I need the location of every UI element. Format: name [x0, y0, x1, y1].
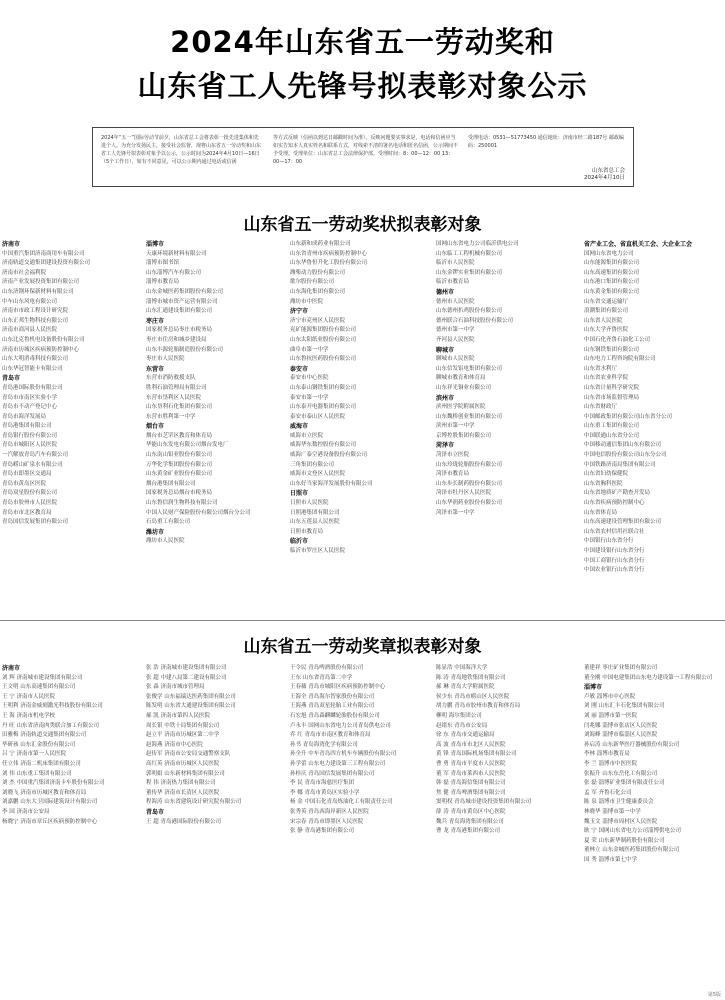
- medal-region-heading: 济南市: [2, 665, 21, 672]
- award-entry: 青岛港国际股份有限公司: [2, 384, 63, 391]
- award-entry: 中国人民财产保险股份有限公司烟台分公司: [146, 509, 251, 516]
- medal-entry: 石宏旭 青岛森麒麟轮胎股份有限公司: [290, 712, 380, 719]
- award-region-heading: 德州市: [436, 288, 455, 296]
- award-entry: 泰安市第一中学: [290, 394, 329, 401]
- medal-entry: 刘晓飞 济南市历城区教育和体育局: [2, 789, 87, 796]
- medal-entry: 赵海燕 济南市中心医院: [146, 741, 203, 748]
- award-entry: 京博控股集团有限公司: [436, 432, 492, 439]
- medal-entry: 高 波 青岛市市北区人民医院: [436, 741, 506, 748]
- medal-entry: 赵立平 济南市历城区第二中学: [146, 732, 220, 739]
- medal-entry: 卢永丰 国网山东省电力公司青岛供电公司: [290, 722, 391, 729]
- notice-box: [92, 127, 634, 187]
- award-entry: 日照港集团有限公司: [290, 509, 340, 516]
- award-entry: 山东省水利厅: [584, 365, 618, 372]
- medal-entry: 曹 龙 青岛港集团有限公司: [436, 828, 500, 835]
- medal-column: [436, 664, 580, 837]
- medal-entry: 孙启涛 山东新华医疗器械股份有限公司: [584, 741, 680, 748]
- medal-entry: 孙书 青岛海湾化学有限公司: [290, 741, 358, 748]
- medal-entry: 乔 红 青岛市市南区教育和体育局: [290, 732, 371, 739]
- medal-entry: 赵绪东 青岛市公安局: [436, 722, 488, 729]
- medal-entry: 李 娜 青岛市黄岛区实验小学: [290, 789, 360, 796]
- award-entry: 青岛市胶州市人民医院: [2, 500, 58, 507]
- medal-entry: 郝 琳 青岛大学附属医院: [436, 684, 495, 691]
- award-entry: 山东高速集团有限公司: [584, 269, 640, 276]
- award-entry: 淄博市教育局: [146, 279, 180, 286]
- award-entry: 青岛崂山矿泉水有限公司: [2, 461, 63, 468]
- section-title-awards: 山东省五一劳动奖状拟表彰对象: [243, 215, 482, 235]
- award-entry: 滨州市第一中学: [436, 423, 475, 430]
- award-entry: 山东省人民医院: [584, 317, 623, 324]
- award-entry: 山东大学齐鲁医院: [584, 327, 629, 334]
- award-entry: 青岛市市南区实验小学: [2, 394, 58, 401]
- award-entry: 山东省农业科学院: [584, 375, 629, 382]
- award-entry: 中国铁路济南局集团有限公司: [584, 461, 656, 468]
- medal-entry: 王海全 青岛海尔智家股份有限公司: [290, 693, 375, 700]
- award-entry: 山东省农村信用社联合社: [584, 528, 645, 535]
- award-entry: 东营市垦利区人民医院: [146, 394, 202, 401]
- award-entry: 山东港口集团有限公司: [584, 279, 640, 286]
- award-entry: 山东省市场监督管理局: [584, 394, 640, 401]
- award-entry: 山东汇通建设集团有限公司: [146, 308, 213, 315]
- award-region-heading: 省产业工会、省直机关工会、大企业工会: [584, 241, 693, 248]
- medal-entry: 董 军 青岛市莱西市人民医院: [436, 770, 506, 777]
- award-entry: 淄博市城市资产运营有限公司: [146, 298, 218, 305]
- medal-entry: 窦明权 青岛城市建设投资集团有限公司: [436, 799, 532, 806]
- medal-entry: 董建祥 枣庄矿业集团有限公司: [584, 665, 658, 671]
- award-entry: 东营市消防救援支队: [146, 375, 196, 382]
- award-entry: 潍柴动力股份有限公司: [290, 269, 346, 276]
- medal-entry: 王春薇 青岛市城阳区疾病预防控制中心: [290, 684, 386, 691]
- award-entry: 临沂市教育局: [436, 279, 470, 286]
- award-entry: 临沂市罗庄区人民医院: [290, 548, 346, 554]
- award-entry: 青岛市黄岛区医院: [2, 480, 47, 487]
- award-entry: 山东黄金矿业股份有限公司: [146, 471, 213, 478]
- medal-entry: 陈 涛 青岛地铁集团有限公司: [436, 674, 506, 681]
- award-entry: 菏泽市立医院: [436, 452, 470, 459]
- award-entry: 山东泰山钢铁集团有限公司: [290, 384, 357, 391]
- medal-region-heading: 淄博市: [584, 684, 603, 692]
- medal-entry: 闫兆娜 淄博市张店区人民医院: [584, 722, 658, 729]
- medal-entry: 刘 杰 中国重汽集团济南卡车股份有限公司: [2, 780, 105, 787]
- medal-entry: 林晓华 淄博市第一中学: [584, 808, 641, 815]
- medals-list: [0, 664, 725, 1000]
- award-entry: 山东玲珑轮胎股份有限公司: [436, 461, 503, 468]
- award-entry: 德州市人民医院: [436, 298, 475, 305]
- award-entry: 济南市市政工程设计研究院: [2, 308, 69, 315]
- section-title-medals: 山东省五一劳动奖章拟表彰对象: [243, 637, 482, 657]
- award-entry: 中国邮政集团有限公司山东省分公司: [584, 413, 673, 420]
- medal-entry: 王东 山东省青岛第二中学: [290, 674, 353, 681]
- award-entry: 山东省青州市疾病预防控制中心: [290, 250, 368, 257]
- medal-entry: 董林立 山东金城医药集团股份有限公司: [584, 847, 680, 854]
- award-entry: 中国建设银行山东省分行: [584, 548, 645, 554]
- award-entry: 滨州医学院附属医院: [436, 404, 486, 411]
- award-entry: 山东鲁信润生物科技有限公司: [146, 500, 218, 507]
- award-entry: 泰安市中心医院: [290, 375, 329, 382]
- medal-entry: 刘 丽 淄博市第一医院: [584, 712, 637, 719]
- award-region-heading: 日照市: [290, 490, 309, 498]
- award-entry: 浪潮集团有限公司: [584, 308, 629, 315]
- award-entry: 威海华东数控股份有限公司: [290, 442, 357, 449]
- award-entry: 国家税务总局枣庄市税务局: [146, 327, 213, 334]
- award-entry: 山东大明消毒科技有限公司: [2, 356, 69, 363]
- medal-entry: 焦 健 青岛啤酒集团有限公司: [436, 789, 506, 796]
- medal-entry: 李林 淄博市教育局: [584, 751, 630, 758]
- medal-entry: 王海燕 青岛双星轮胎工业有限公司: [290, 703, 375, 710]
- medal-entry: 王 海 济南市机电学校: [2, 712, 55, 719]
- medal-entry: 国 秀 淄博市第七中学: [584, 856, 637, 863]
- award-entry: 国家税务总局烟台市税务局: [146, 490, 213, 497]
- award-entry: 中国工商银行山东省分行: [584, 557, 645, 564]
- medal-entry: 黄 锋 青岛国际机场集团有限公司: [436, 751, 517, 758]
- award-region-heading: 烟台市: [146, 423, 165, 431]
- award-entry: 威海广泰空港设备股份有限公司: [290, 452, 368, 459]
- award-region-heading: 淄博市: [146, 241, 165, 248]
- award-entry: 天康环境新材料有限公司: [146, 250, 207, 257]
- medal-region-heading: 青岛市: [146, 808, 165, 816]
- medal-entry: 刘嘉鹏 山东大卫国际建筑设计有限公司: [2, 799, 98, 806]
- medal-entry: 韩 磊 青岛海信集团有限公司: [436, 780, 506, 787]
- page-number: 第5版: [707, 992, 721, 998]
- medal-entry: 李 兰 淄博市中医医院: [584, 760, 637, 767]
- award-entry: 青岛双星股份有限公司: [2, 490, 58, 497]
- award-region-heading: 潍坊市: [146, 528, 165, 536]
- award-entry: 一汽解放青岛汽车有限公司: [2, 452, 69, 459]
- award-entry: 山东华冠智能卡有限公司: [2, 365, 63, 372]
- award-entry: 山东济钢环保新材料有限公司: [2, 288, 74, 295]
- medal-entry: 刘 辉 济南城市建设集团有限公司: [2, 674, 83, 681]
- award-entry: 中国银行山东省分行: [584, 538, 634, 545]
- medal-entry: 夏 荣 山东新华制药股份有限公司: [584, 837, 665, 844]
- award-entry: 山东临工工程机械有限公司: [436, 250, 503, 257]
- award-entry: 山东重工集团有限公司: [584, 423, 640, 430]
- award-entry: 山东比克鲁机电设备股份有限公司: [2, 336, 85, 343]
- award-entry: 青岛国信发展集团有限公司: [2, 519, 69, 526]
- medal-entry: 宋宗春 青岛市即墨区人民医院: [290, 818, 364, 825]
- award-entry: 潍坊市中医院: [290, 298, 324, 305]
- award-region-heading: 临沂市: [290, 538, 309, 546]
- medal-entry: 刘 伟 山东重工集团有限公司: [2, 770, 72, 777]
- medal-entry: 陈显浩 中国海洋大学: [436, 665, 488, 671]
- award-entry: 青岛市市北区教育局: [2, 509, 52, 516]
- award-entry: 中国重汽集团济南商用车有限公司: [2, 250, 85, 257]
- medal-entry: 陈发明 山东省大通建设集团有限公司: [146, 703, 236, 710]
- award-entry: 山东祥光铜业有限公司: [436, 384, 492, 391]
- medal-entry: 丹 旺 山东省济南肉类联合加工有限公司: [2, 722, 99, 729]
- award-entry: 淄博市图书馆: [146, 260, 180, 267]
- award-entry: 中国石化齐鲁石油化工公司: [584, 336, 651, 343]
- headline-line1: 2024年山东省五一劳动奖和: [170, 25, 555, 59]
- award-entry: 烟台市芝罘区教育和体育局: [146, 432, 213, 439]
- award-entry: 山东省胸科医院: [584, 480, 623, 487]
- award-entry: 中国移动通信集团山东有限公司: [584, 442, 662, 449]
- medal-entry: 赵传军 济南市公安局交通警察支队: [146, 751, 231, 758]
- award-entry: 山东电力工程咨询院有限公司: [584, 356, 656, 363]
- medal-entry: 周长银 中铁十局集团有限公司: [146, 722, 220, 729]
- medal-entry: 毕研孩 山东汇金股份有限公司: [2, 741, 76, 748]
- award-entry: 青岛市即墨区交通局: [2, 471, 52, 478]
- award-entry: 临沂市人民医院: [436, 260, 475, 267]
- medal-entry: 郭明娟 山东新材料集团有限公司: [146, 770, 225, 777]
- award-entry: 枣庄市住房和城乡建设局: [146, 336, 207, 343]
- medal-entry: 董全刚 中国电建集团山东电力建设第一工程有限公司: [584, 674, 713, 681]
- award-entry: 山东省交通运输厅: [584, 298, 629, 305]
- medal-entry: 耿 宁 国网山东省电力公司淄博供电公司: [584, 828, 681, 835]
- award-column: [436, 240, 580, 518]
- medal-column: [584, 664, 724, 865]
- medal-entry: 张 森 济南市城市管理局: [146, 684, 205, 691]
- medal-entry: 张秀英 青岛西海岸新区人民医院: [290, 808, 369, 815]
- medal-entry: 刘 刚 山东汇丰石化集团有限公司: [584, 703, 665, 710]
- medal-entry: 郝 凯 济南市第四人民医院: [146, 712, 210, 719]
- award-region-heading: 济宁市: [290, 308, 309, 316]
- medal-entry: 王文明 山东高速集团有限公司: [2, 684, 76, 691]
- notice-text-part2: 等方式反映（信函以到达日邮戳时间为准）。反映问题要实事求是，电话和信函应当如实告知本人真实姓名和联系方式，对线索不清的署名电话和匿名信函，公示期间不予受理。受理单位：山东省总工会法律保护部。受理时间：8：00—12：00 13：00—17：00: [273, 135, 459, 165]
- medal-entry: 张 磊 淄博矿业集团有限责任公司: [584, 780, 665, 787]
- medal-column: [290, 664, 432, 837]
- award-entry: 枣庄市人民医院: [146, 356, 185, 363]
- notice-contact: 受理电话：0531—51773450 通信地址：济南市经二路187号 邮政编码：250001: [468, 135, 624, 149]
- award-entry: 青岛市不动产登记中心: [2, 404, 58, 411]
- award-entry: 威海市文登区人民医院: [290, 471, 346, 478]
- award-entry: 山东太阳纸业股份有限公司: [290, 336, 357, 343]
- medal-entry: 柳明 海尔集团公司: [436, 712, 482, 719]
- award-entry: 兖矿能源集团股份有限公司: [290, 327, 357, 334]
- award-entry: 山东省妇幼保健院: [584, 471, 629, 478]
- award-entry: 山东省疾病预防控制中心: [584, 500, 645, 507]
- award-entry: 华能山东发电有限公司烟台发电厂: [146, 442, 229, 449]
- medal-entry: 张 浩 济南城市建设集团有限公司: [146, 665, 227, 671]
- award-entry: 青岛市城阳区人民医院: [2, 442, 58, 449]
- award-entry: 中国联通山东省分公司: [584, 432, 640, 439]
- medal-entry: 曹 勇 青岛市平度市人民医院: [436, 760, 506, 767]
- award-entry: 济南轨道交通集团建设投资有限公司: [2, 260, 91, 267]
- award-region-heading: 菏泽市: [436, 442, 455, 450]
- medal-entry: 王明利 济南金威刻激光科技股份有限公司: [2, 703, 103, 710]
- medal-entry: 孙桂庆 青岛国信发展集团有限公司: [290, 770, 375, 777]
- award-entry: 山东信发铝电集团有限公司: [436, 365, 503, 372]
- medal-entry: 卢敏 淄博市中心医院: [584, 693, 636, 700]
- award-entry: 国网山东省电力公司临沂供电公司: [436, 241, 519, 247]
- award-region-heading: 聊城市: [436, 346, 455, 354]
- award-entry: 山东泰开电器集团有限公司: [290, 404, 357, 411]
- award-region-heading: 威海市: [290, 423, 309, 431]
- award-column: [290, 240, 432, 557]
- award-entry: 济宁市兖州区人民医院: [290, 317, 346, 324]
- award-entry: 山东步长制药股份有限公司: [436, 480, 503, 487]
- medal-entry: 王 宁 济南市人民医院: [2, 693, 55, 700]
- notice-text-part1: 2024年“五一”国际劳动节前夕，山东省总工会将表彰一批先进集体和先进个人。为充分发扬民主，接受社会监督，现将山东省五一劳动奖和山东省工人先锋号拟表彰对象予以公示，公示时间为2024年4月10日—16日（5个工作日），如有不同意见，可以公示期内通过电话或信函: [101, 135, 262, 165]
- medal-entry: 程 伟 济南热力集团有限公司: [146, 780, 216, 787]
- award-entry: 聊城市人民医院: [436, 356, 475, 363]
- medal-entry: 徐 东 青岛市交通运输局: [436, 732, 495, 739]
- award-region-heading: 泰安市: [290, 365, 309, 373]
- award-entry: 威海市立医院: [290, 432, 324, 439]
- award-entry: 山东魏桥创业集团有限公司: [436, 413, 503, 420]
- award-entry: 山东华润药业股份有限公司: [436, 500, 503, 507]
- medal-entry: 董传华 济南市长清区人民医院: [146, 789, 220, 796]
- award-entry: 日照市教育局: [290, 528, 324, 535]
- award-entry: 潍坊市人民医院: [146, 538, 185, 545]
- award-entry: 青岛港集团有限公司: [2, 423, 52, 430]
- medal-entry: 高红英 济南市历城区人民医院: [146, 760, 220, 767]
- award-entry: 山东省体育局: [584, 509, 618, 516]
- award-entry: 曲阜市第一中学: [290, 346, 329, 353]
- medal-entry: 孟 军 齐鲁石化公司: [584, 789, 632, 796]
- award-entry: 山东能源集团有限公司: [584, 260, 640, 267]
- award-entry: 菏泽市教育局: [436, 471, 470, 478]
- headline-line2: 山东省工人先锋号拟表彰对象公示: [137, 69, 588, 103]
- award-entry: 山东海化集团有限公司: [290, 288, 346, 295]
- award-entry: 青岛市海洋发展局: [2, 413, 47, 420]
- award-entry: 山东省财政厅: [584, 404, 618, 411]
- award-entry: 山东垦利石化集团有限公司: [146, 404, 213, 411]
- award-entry: 三角集团有限公司: [290, 461, 335, 468]
- medal-entry: 李 国 济南市公安局: [2, 808, 50, 815]
- medal-entry: 田雅梅 济南轨道交通集团有限公司: [2, 732, 87, 739]
- award-entry: 山东高速建设管理集团有限公司: [584, 519, 662, 526]
- award-entry: 国网山东省电力公司: [584, 250, 634, 257]
- award-entry: 山东正邦生物科技有限公司: [2, 317, 69, 324]
- award-entry: 山东鲁抗医药股份有限公司: [290, 356, 357, 363]
- medal-entry: 王 超 青岛港国际股份有限公司: [146, 818, 221, 825]
- medal-entry: 于令民 青岛啤酒股份有限公司: [290, 665, 364, 671]
- award-entry: 济南产业发展投资集团有限公司: [2, 279, 80, 286]
- award-entry: 德州联合石油科技股份有限公司: [436, 317, 514, 324]
- award-entry: 烟台港集团有限公司: [146, 480, 196, 487]
- award-entry: 山东钢铁集团有限公司: [584, 346, 640, 353]
- award-entry: 青岛银行股份有限公司: [2, 432, 58, 439]
- award-entry: 德州市第一中学: [436, 327, 475, 334]
- medal-entry: 李 民 青岛市海慈医疗集团: [290, 780, 354, 787]
- medal-entry: 薛 涛 青岛市黄岛区中心医院: [436, 808, 506, 815]
- award-entry: 菏泽市第一中学: [436, 509, 475, 516]
- award-entry: 歌尔股份有限公司: [290, 279, 335, 286]
- award-entry: 东营市胜利第一中学: [146, 413, 196, 420]
- award-region-heading: 济南市: [2, 241, 21, 248]
- award-entry: 山东新和成药业有限公司: [290, 241, 351, 247]
- award-entry: 万华化学集团股份有限公司: [146, 461, 213, 468]
- medal-entry: 刘海峰 淄博市临淄区人民医院: [584, 732, 658, 739]
- award-region-heading: 青岛市: [2, 375, 21, 383]
- award-column: [146, 240, 286, 547]
- medal-entry: 吕 宁 济南市第一人民医院: [2, 751, 66, 758]
- award-entry: 山东德州扒鸡股份有限公司: [436, 308, 503, 315]
- award-entry: 中国农业银行山东省分行: [584, 567, 645, 574]
- award-entry: 山东黄金集团有限公司: [584, 288, 640, 295]
- medal-entry: 胡力鹏 青岛市胶州市教育和体育局: [436, 703, 521, 710]
- award-entry: 聊城市教育和体育局: [436, 375, 486, 382]
- medal-entry: 杨 金 中国石化青岛炼油化工有限责任公司: [290, 799, 393, 806]
- award-entry: 济南市社会福利院: [2, 269, 47, 276]
- award-entry: 山东金城医药集团股份有限公司: [146, 288, 224, 295]
- award-entry: 胜利石油管理局有限公司: [146, 384, 207, 391]
- medal-entry: 程海涛 山东省建筑设计研究院有限公司: [146, 799, 242, 806]
- medal-entry: 任立伟 济南二机床集团有限公司: [2, 760, 81, 767]
- medal-entry: 陈 泉 淄博市卫生健康委员会: [584, 799, 654, 806]
- award-entry: 济南市历城区疾病预防控制中心: [2, 346, 80, 353]
- award-entry: 山东淄博汽车有限公司: [146, 269, 202, 276]
- awards-list: [0, 240, 725, 612]
- medal-entry: 张俊学 山东福瑞达医药集团有限公司: [146, 693, 236, 700]
- award-entry: 山东省计量科学研究院: [584, 384, 640, 391]
- award-entry: 菏泽市牡丹区人民医院: [436, 490, 492, 497]
- medal-entry: 杨晓宁 济南市章丘区疾病预防控制中心: [2, 818, 98, 825]
- medal-entry: 张 超 中建八局第二建设有限公司: [146, 674, 227, 681]
- medal-entry: 魏玉文 淄博市周村区人民医院: [584, 818, 658, 825]
- award-column: [2, 240, 142, 528]
- award-entry: 日照市人民医院: [290, 500, 329, 507]
- notice-sign-date: 2024年4月10日: [584, 175, 625, 181]
- medal-column: [146, 664, 286, 827]
- award-entry: 齐河县人民医院: [436, 336, 475, 343]
- award-entry: 济南市商河县人民医院: [2, 327, 58, 334]
- award-entry: 山东丰源轮胎制造股份有限公司: [146, 346, 224, 353]
- award-entry: 石岛重工有限公司: [146, 519, 191, 526]
- award-entry: 泰安市泰山区人民医院: [290, 413, 346, 420]
- award-entry: 山东五莲县人民医院: [290, 519, 340, 526]
- award-region-heading: 滨州市: [436, 394, 455, 402]
- award-entry: 中车山东风电有限公司: [2, 298, 58, 305]
- medal-column: [2, 664, 142, 827]
- notice-sign-org: 山东省总工会: [591, 168, 625, 174]
- award-entry: 山东好当家海洋发展股份有限公司: [290, 480, 373, 487]
- medal-entry: 侯少东 青岛市崂山区人民医院: [436, 693, 510, 700]
- medal-entry: 孙学蕾 山东电力建设第三工程有限公司: [290, 760, 386, 767]
- award-region-heading: 东营市: [146, 365, 165, 373]
- medal-entry: 魏兵 青岛海湾集团有限公司: [436, 818, 504, 825]
- award-entry: 山东华鲁恒升化工股份有限公司: [290, 260, 368, 267]
- award-entry: 中国电信股份有限公司山东分公司: [584, 452, 667, 459]
- medal-entry: 孙全升 中车青岛四方机车车辆股份有限公司: [290, 751, 397, 758]
- award-entry: 山东金锣实业集团有限公司: [436, 269, 503, 276]
- award-entry: 山东省地质矿产勘查开发局: [584, 490, 651, 497]
- award-region-heading: 枣庄市: [146, 317, 165, 325]
- award-column: [584, 240, 724, 576]
- medal-entry: 张振升 山东东岳化工有限公司: [584, 770, 658, 777]
- award-entry: 山东南山铝业股份有限公司: [146, 452, 213, 459]
- section-divider: [0, 620, 725, 621]
- notice-signature: [584, 168, 625, 182]
- medal-entry: 张 静 青岛港集团有限公司: [290, 828, 354, 835]
